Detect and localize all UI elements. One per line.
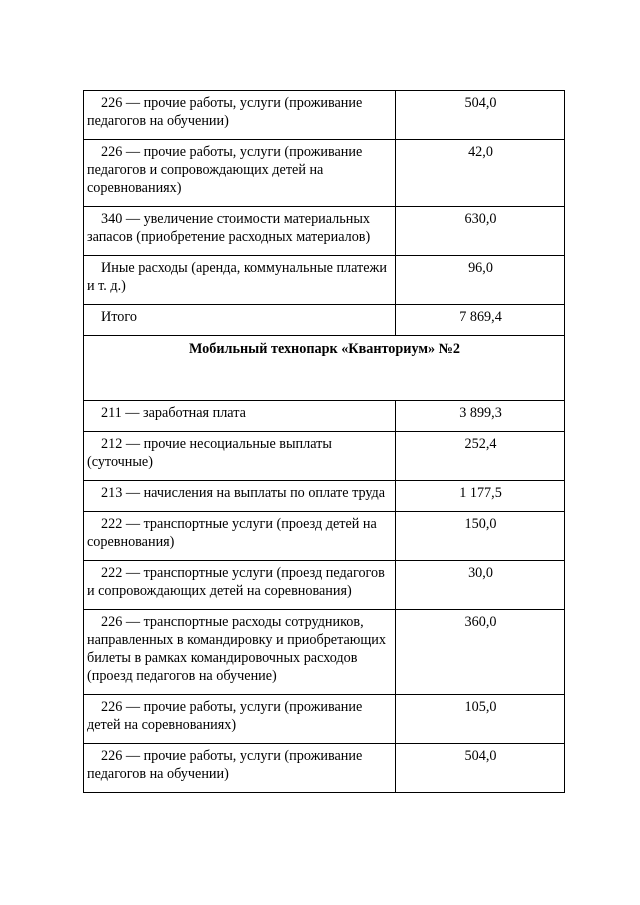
expense-item-text: 340 — увеличение стоимости материальных запасов (приобретение расходных материалов) [87, 211, 371, 245]
table-row [84, 256, 565, 305]
table-row [84, 744, 565, 793]
expense-item [84, 91, 396, 140]
expense-item-text: 226 — прочие работы, услуги (проживание педагогов и сопровождающих детей на соревнованиях) [87, 144, 363, 196]
expense-item-text: 213 — начисления на выплаты по оплате труда [101, 485, 386, 501]
expense-amount: 30,0 [396, 561, 565, 610]
table-row [84, 91, 565, 140]
expense-item-text: 226 — прочие работы, услуги (проживание детей на соревнованиях) [87, 699, 363, 733]
expense-item-text: 226 — прочие работы, услуги (проживание педагогов на обучении) [87, 95, 363, 129]
table-row [84, 695, 565, 744]
expense-item [84, 140, 396, 207]
expense-item [84, 561, 396, 610]
expense-item [84, 256, 396, 305]
table-row [84, 610, 565, 695]
table-row [84, 561, 565, 610]
expense-amount: 504,0 [396, 91, 565, 140]
expense-amount: 42,0 [396, 140, 565, 207]
expense-item [84, 432, 396, 481]
table-row [84, 207, 565, 256]
expense-amount: 105,0 [396, 695, 565, 744]
table-row [84, 512, 565, 561]
expense-amount: 1 177,5 [396, 481, 565, 512]
expense-amount: 252,4 [396, 432, 565, 481]
total-label-text: Итого [101, 309, 137, 325]
expense-amount: 3 899,3 [396, 401, 565, 432]
total-label [84, 305, 396, 336]
expense-item-text: Иные расходы (аренда, коммунальные платежи и т. д.) [87, 260, 387, 294]
expense-amount: 360,0 [396, 610, 565, 695]
expense-item-text: 212 — прочие несоциальные выплаты (суточные) [87, 436, 332, 470]
expense-item [84, 512, 396, 561]
expense-item [84, 744, 396, 793]
total-amount: 7 869,4 [396, 305, 565, 336]
section-header-row [84, 336, 565, 401]
expense-item [84, 481, 396, 512]
expense-amount: 504,0 [396, 744, 565, 793]
expense-item [84, 207, 396, 256]
table-row [84, 432, 565, 481]
total-row [84, 305, 565, 336]
expense-item [84, 695, 396, 744]
budget-table [83, 90, 565, 793]
expense-item-text: 226 — прочие работы, услуги (проживание педагогов на обучении) [87, 748, 363, 782]
table-row [84, 140, 565, 207]
expense-amount: 96,0 [396, 256, 565, 305]
table-row [84, 481, 565, 512]
expense-amount: 630,0 [396, 207, 565, 256]
expense-amount: 150,0 [396, 512, 565, 561]
expense-item-text: 222 — транспортные услуги (проезд детей на соревнования) [87, 516, 377, 550]
expense-item [84, 610, 396, 695]
section-title: Мобильный технопарк «Кванториум» №2 [84, 336, 565, 401]
expense-item-text: 211 — заработная плата [101, 405, 246, 421]
expense-item [84, 401, 396, 432]
expense-item-text: 222 — транспортные услуги (проезд педагогов и сопровождающих детей на соревнования) [87, 565, 385, 599]
table-row [84, 401, 565, 432]
expense-item-text: 226 — транспортные расходы сотрудников, направленных в командировку и приобретающих билеты в рамках командировочных расходов (проезд педагогов на обучение) [87, 614, 386, 684]
